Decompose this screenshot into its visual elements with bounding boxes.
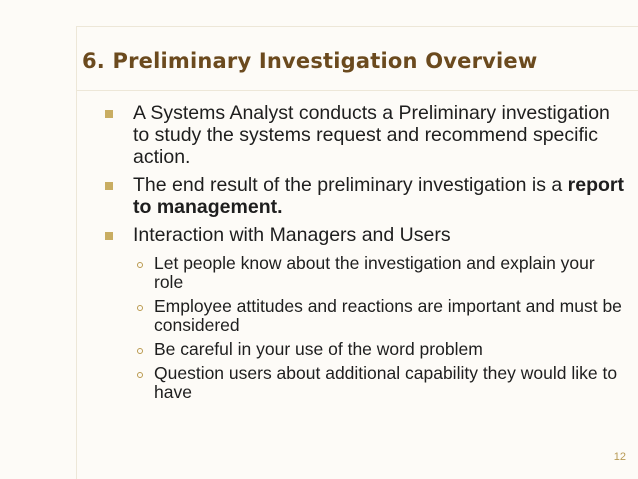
slide-title: 6. Preliminary Investigation Overview — [82, 49, 538, 73]
ring-bullet-icon — [137, 262, 143, 268]
sub-bullet-text: Let people know about the investigation and explain your role — [154, 253, 595, 292]
sub-bullet-item — [133, 340, 625, 359]
sub-bullet-text: Employee attitudes and reactions are important and must be considered — [154, 296, 622, 335]
bullet-item-interaction — [105, 224, 625, 402]
sub-bullet-list — [133, 254, 625, 402]
sub-bullet-item — [133, 297, 625, 335]
sub-bullet-item — [133, 364, 625, 402]
bullet-item-end-result — [105, 174, 625, 218]
square-bullet-icon — [105, 182, 113, 190]
sub-bullet-text: Be careful in your use of the word problem — [154, 339, 483, 359]
bullet-text: The end result of the preliminary investigation is a — [133, 174, 568, 196]
sub-bullet-text: Question users about additional capability they would like to have — [154, 363, 618, 402]
frame-line-left — [76, 26, 77, 479]
title-underline — [76, 90, 638, 91]
bullet-text: A Systems Analyst conducts a Preliminary investigation to study the systems request and recommend specific action. — [133, 102, 610, 168]
square-bullet-icon — [105, 232, 113, 240]
bullet-list — [105, 102, 625, 408]
bullet-bold-text: report to management. — [133, 174, 624, 218]
square-bullet-icon — [105, 110, 113, 118]
bullet-item-analyst — [105, 102, 625, 168]
ring-bullet-icon — [137, 372, 143, 378]
page-number: 12 — [613, 451, 626, 463]
bullet-text: Interaction with Managers and Users — [133, 224, 451, 246]
ring-bullet-icon — [137, 348, 143, 354]
ring-bullet-icon — [137, 305, 143, 311]
frame-line-top — [76, 26, 638, 27]
sub-bullet-item — [133, 254, 625, 292]
